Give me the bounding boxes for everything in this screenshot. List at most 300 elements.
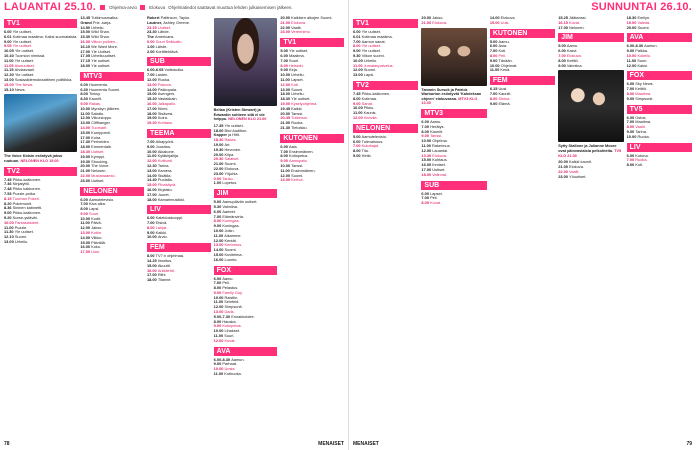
program-line: 0.00 Suuri Seikkailu. (146, 38, 183, 44)
program-line: 13.00 Kertomus. (213, 242, 243, 248)
program-line: 18.00 Bird Audition. (213, 127, 248, 133)
program-line: 17.00 Juuret. (146, 191, 170, 197)
program-line: 10.40 Tuomion nimissä. (4, 52, 46, 58)
program-line: 10.00 Lihakset. (213, 328, 241, 334)
channel-header: FEM (490, 76, 555, 85)
right-col-5 (627, 16, 692, 438)
program-line: 14.40 Puolalla. (146, 177, 173, 183)
program-line: 21.00 Ruoka. (280, 120, 304, 126)
program-line: 11.30 Yle uutiset. (4, 229, 34, 235)
program-line: 14.00 Elokuva. (489, 15, 516, 20)
program-line: 9.00 Elämä. (489, 100, 511, 106)
program-line: 9.00 Yle uutiset. (4, 38, 32, 44)
channel-header: TV1 (353, 19, 418, 28)
left-footer (4, 440, 344, 448)
program-line: 10.05 Yle uutiset. (4, 48, 35, 54)
program-line: 19.00 Kymppi. (80, 153, 106, 159)
program-line: 8.36 Sininen kabinetti. (4, 205, 43, 211)
program-line: 7.00 Kauniit. (489, 90, 512, 96)
program-line: 6.00 Sky News. (626, 81, 654, 87)
right-col-4 (558, 16, 623, 438)
program-line: 13.00 Urheilu. (4, 238, 29, 244)
program-line: 13.45 Tutkimusmatka. (80, 15, 119, 20)
channel-header: AVA (627, 33, 692, 42)
program-line: 9.00 Kotiopetus. (213, 323, 242, 329)
program-line: 8.00 Helsinki. (280, 62, 304, 68)
program-line: 18.00 Valinnat. (421, 171, 448, 177)
program-line: 10.00 Tanssi. (280, 162, 304, 168)
program-line: 22.00 Elokuva. (213, 165, 240, 171)
program-line: 12.00 Suomi. (280, 172, 304, 178)
program-line: 6.00 Kaleidoskooppi. (146, 215, 184, 221)
program-line: Kapper ja Hitit. (213, 132, 241, 138)
channel-header: LIV (147, 205, 211, 214)
program-line: 18.30 Emilyn. (626, 15, 651, 20)
program-line: 5.30 Valmiina. (213, 203, 239, 209)
program-line: 8.30 Kauniit. (80, 96, 102, 102)
program-line: 12.00 Kotitunti. (146, 158, 173, 164)
program-line: 15.00 Kohtaus. (421, 157, 448, 163)
legend-note: Ohjelmatiedot saattavat muuttua lehden julkaisemisen jälkeen. (168, 4, 293, 10)
program-line: 12.30 Yle uutiset. (4, 72, 35, 78)
left-legend (100, 5, 293, 10)
program-line: 5.00-7.30 Ennakkoidee. (213, 313, 255, 319)
program-line: 19.00 Valinta. (626, 19, 651, 25)
program-line: 11.00 Puzzle. (4, 224, 28, 230)
channel-header: KUTONEN (490, 29, 555, 38)
program-line: Lautner, Ashley Greene. (146, 19, 191, 25)
program-line: 6.00 Kotona. (626, 152, 649, 158)
program-line: 21.00 Elokuva. (421, 19, 448, 25)
program-line: 9.00 Family Guy. (213, 289, 243, 295)
program-line: 10.00 Uusia. (213, 366, 236, 372)
left-date: LAUANTAI 25.10. (4, 1, 97, 13)
program-line: 6.00 Ostos. (626, 114, 647, 120)
program-line: 16.00 Jalkapallo. (146, 100, 177, 106)
program-line: 10.00 Ohjelma. (421, 138, 448, 144)
channel-header: TV1 (280, 38, 344, 47)
program-line: 23.30 Lähde. (146, 29, 170, 35)
program-line: 16.10 We Want More. (80, 43, 118, 49)
program-line: 23.00 Uutiset. (80, 177, 105, 183)
program-line: 19.30 Kohtaus. (146, 120, 174, 126)
program-line: 22.00 Vaalit. (280, 24, 302, 30)
program-line: 16.00 Luonto. (213, 256, 238, 262)
program-line: 10.00 Myrskyn jälkeen. (80, 105, 121, 111)
program-line: 17.35 Yle uutiset. (213, 122, 244, 128)
program-line: 18.00 Sisävesi. (146, 110, 174, 116)
program-line: 6.00 Huomenta. (80, 81, 109, 87)
program-line: 6.00-8.30 Aamun. (213, 356, 245, 362)
program-line: 8.00 Keittiö. (558, 57, 579, 63)
program-line: 14.25 Ilmoitus. (146, 258, 173, 264)
program-line: 6.00 Lapset. (421, 190, 443, 196)
program-line: 13.00 Dads. (213, 309, 235, 315)
right-page (348, 0, 696, 450)
program-line: 13.00 Suomi. (280, 86, 304, 92)
program-line: 17.00 Uusi. (80, 249, 101, 255)
program-line: 7.00 Kiva aika. (80, 201, 106, 207)
program-line: 12.10 Suomi. (4, 234, 27, 240)
right-columns (353, 16, 692, 438)
program-line: 11.00 Lapset. (280, 76, 304, 82)
program-line: 11.00 Aikamme. (213, 232, 242, 238)
program-line: 9.00 Sanat. (353, 100, 373, 106)
program-line: 11.00 Kyläkirjailija. (146, 153, 179, 159)
program-line: 8.00 Koti. (626, 162, 644, 168)
program-line: 13.00 Lapsi. (353, 72, 375, 78)
program-line: 6.00 Tulevaisuus. (353, 138, 384, 144)
program-line: 12.00 Kaksi. (626, 62, 649, 68)
program-line: 10.00 Jokin. (213, 227, 235, 233)
program-line: 8.00 Kuningas. (213, 218, 240, 224)
program-line: 23.00 Yöuutiset. (558, 173, 587, 179)
program-line: 10.00 Raistlin. (213, 294, 239, 300)
program-line: 16.00 Viikon poikien... (80, 38, 119, 44)
program-line: 21.30 Tietoisku. (280, 124, 308, 130)
program-line: 17.05 Urheiluuutiset. (80, 53, 117, 59)
program-line: 14.00 Suomi. (213, 247, 237, 253)
program-line: 12.00 Viikonloppu. (80, 115, 113, 121)
channel-header: JIM (558, 33, 623, 42)
program-line: 8.00 Hauska. (213, 318, 237, 324)
program-line: 13.30 Elokuva. (421, 152, 448, 158)
program-line: 7.48 Pikku kakkonen. (4, 186, 41, 192)
channel-header: TEEMA (147, 129, 211, 138)
program-photo (214, 18, 278, 106)
left-columns (4, 16, 344, 438)
program-line: 9.00 Palkka. (626, 48, 649, 54)
program-line: 7.00 Aikapyörä. (146, 138, 175, 144)
program-line: 7.00 Peli. (213, 280, 230, 286)
program-line: 8.00 Vaalit. (626, 124, 646, 130)
program-line: 7.00 Maailma. (626, 119, 652, 125)
program-line: 15.00 Avengers. (146, 91, 176, 97)
program-line: 6.00 Yle uutiset. (353, 29, 381, 34)
program-line: 6.00 Aarteet. (213, 208, 236, 214)
program-line: 6.00 Yle uutiset. (4, 29, 32, 34)
program-line: 9.00 Hetki. (353, 152, 372, 158)
legend-film: Elokuva (149, 4, 166, 10)
program-line: 7.45 Pikku-kakkonen. (353, 90, 391, 96)
right-date: SUNNUNTAI 26.10. (591, 1, 692, 13)
program-line: 8.00 Lahjat. (146, 224, 168, 230)
channel-header: TV5 (627, 105, 692, 114)
program-line: 16.00 Ihmiset. (421, 162, 446, 168)
program-line: 19.00 Art. (213, 141, 231, 147)
program-line: 13.00 Pakoon. (146, 81, 173, 87)
program-line: 17.00 Kiinni. (146, 105, 169, 111)
channel-header: TV1 (4, 19, 77, 28)
program-line: 0.00 Tauko. (213, 175, 234, 181)
program-line: 8.00 Kuvat. (421, 200, 442, 206)
program-line: 7.00 Elämänvirta. (213, 213, 244, 219)
program-line: 9.20 Norse-ystävät. (4, 214, 38, 220)
program-line: 21.00 Nelosen. (80, 168, 107, 174)
program-line: 15.00 Pihakäyrä. (146, 182, 177, 188)
right-page-number: 79 (686, 441, 692, 447)
film-icon (140, 5, 145, 10)
program-line: 18.00 Emmerdale. (80, 144, 113, 150)
program-line: 9.00 Kaikki. (146, 229, 168, 235)
program-line: 11.00 Kaunis. (353, 110, 377, 116)
left-brand: MENAISET (318, 441, 344, 447)
program-line: 19.30 Hevonen. (213, 146, 242, 152)
program-line: 11.00 Suuri. (626, 57, 648, 63)
right-footer (353, 440, 692, 448)
program-line: 8.00 Sinkut. (489, 95, 511, 101)
program-line: 15.00 Wild Shan. (80, 29, 110, 35)
program-line: 1.00 Lähde. (146, 43, 168, 49)
program-line: 6.00 Kasvi. (558, 48, 578, 54)
program-line: 20.00 Kilpa. (213, 151, 235, 157)
program-line: 21.00 Elokuva. (280, 19, 307, 25)
program-line: 11.00 Salattu. (80, 110, 105, 116)
program-line: 11.05 Alueuutiset. (4, 62, 35, 68)
channel-header: TV2 (4, 167, 77, 176)
program-line: 19.45 Kaikki. (280, 105, 303, 111)
program-line: 15.00 Kuvitelma. (213, 251, 243, 257)
program-line: 8.00 Pelastus. (213, 285, 239, 291)
program-line: 8.00 Kotiopetus. (280, 153, 309, 159)
program-photo (558, 70, 623, 142)
program-line: 9.00 Rakas. (80, 100, 102, 106)
program-line: 7.00 Suuri. (280, 57, 300, 63)
right-col-2 (421, 16, 486, 438)
channel-header: JIM (214, 189, 278, 198)
program-line: 5.00 Aamu. (558, 43, 579, 49)
program-line: 15.00 Kumppanit. (80, 129, 111, 135)
program-line: 7.00 Aamun sanat. (353, 38, 386, 44)
program-photo (421, 28, 486, 86)
program-line: 6.00 Aamu. (213, 275, 234, 281)
program-line: 7.00 Ruoka. (626, 157, 648, 163)
program-line: 14.00 Tuomarit. (80, 124, 108, 130)
program-line: 14.00 Sisätila. (146, 172, 172, 178)
program-line: 23.00 Verenhimo. (280, 29, 311, 35)
program-line: 20.00 Jakso. (421, 15, 444, 20)
program-line: 9.00 Suuri. (80, 210, 100, 216)
program-line: 9.00 Simpsonit. (626, 95, 654, 101)
program-line: 14.00 Pakkopala. (146, 86, 178, 92)
program-line: 12.00 Suomi. (353, 67, 376, 73)
program-line: 12.00 Koti. (280, 81, 299, 87)
program-line: 11.15 Ahdasvaali. (4, 67, 35, 73)
program-line: 9.00 Jousitus. (146, 143, 171, 149)
program-line: 15.25 Jäätanssi. (558, 15, 587, 20)
program-line: 9.00 Tänään. (489, 57, 513, 63)
program-line: 7.00 Ensimmäinen. (280, 148, 314, 154)
program-line: 20.00 Kaikki kaunit. (558, 159, 592, 165)
program-line: 8.20 Pokémonit. (4, 200, 33, 206)
program-line: 6.01 Kotimaa maailma: Kaksi suomalaista. (4, 33, 78, 39)
program-line: 6.00 Aamutelevisio. (80, 196, 115, 202)
program-line: 2.00 Korttitehtävä. (146, 48, 179, 54)
photo-caption: Sytty Stallone ja Julianne Moore ovat päinvastaisia pelkohteita. TV5 KLO 21.00 (558, 144, 622, 158)
program-line: 13.00 Kotiin. (80, 230, 102, 236)
program-line: 13.00 Kerhot. (280, 177, 304, 183)
right-topbar (349, 0, 696, 14)
program-line: 10.00 Urheilu. (280, 72, 305, 78)
program-line: 5.00 Aamutelevisio. (353, 133, 387, 139)
program-line: 17.15 Yle uutiset. (80, 58, 111, 64)
program-line: 17.00 Yle Uutiset. (80, 48, 112, 54)
channel-header: AVA (214, 347, 278, 356)
channel-header: NELONEN (80, 187, 144, 196)
program-line: 15.10 News. (4, 86, 26, 92)
program-line: 20.00 The Voice. (80, 163, 110, 169)
program-line: 10.00 Kodit. (80, 215, 102, 221)
program-line: 21.00 Suomi. (213, 161, 237, 167)
program-line: 16.00 Koko. (80, 244, 102, 250)
program-line: 18.00 Urheilu. (280, 91, 305, 97)
photo-caption: Tammin Sursok ja Patrick Warburton esiintyvät 'Kahdeksan ohjeen' elokuvassa. MTV3 KLO 13.30 (421, 87, 482, 106)
program-line: 9.00 Valmiina. (558, 62, 583, 68)
program-line: 10.00 Aikakone. (146, 148, 175, 154)
program-line: 20.45 Tutkimus. (280, 115, 308, 121)
program-line: 6.30 Huomenta Suomi. (80, 86, 121, 92)
program-line: 6.00 Maailma. (280, 52, 305, 58)
program-line: 8.00 Maailma. (626, 90, 652, 96)
program-line: 16.15 Kuvat. (558, 19, 581, 25)
right-brand: MENAISET (353, 441, 379, 447)
program-line: 9.00 Kuningas. (213, 223, 240, 229)
channel-header: FOX (627, 71, 692, 80)
right-col-1 (353, 16, 418, 438)
program-line: 8.00 Lapsi. (80, 206, 100, 212)
channel-header: SUB (421, 181, 486, 190)
program-line: 7.45 Pikku-kakkonen. (4, 176, 42, 182)
program-line: 10.00 Kokeilu. (626, 52, 652, 58)
program-line: 16.00 Arkkitehti. (146, 267, 175, 273)
program-line: 11.00 Yle uutiset. (4, 57, 34, 63)
program-line: 22.00 Mustanaamio. (80, 172, 116, 178)
program-line: 14.00 Viikko. (80, 234, 103, 240)
program-line: 8.00 Kauniit. (421, 128, 444, 134)
program-line: 6.00-8.30 Aamun. (626, 43, 658, 49)
channel-header: FEM (147, 243, 211, 252)
program-line: 12.00 Kentät. (213, 237, 237, 243)
program-line: The Americans. (146, 34, 175, 40)
program-line: 15.00 The News. (4, 81, 34, 87)
program-line: 9.00 Kirja. (280, 67, 298, 73)
program-line: Grand Prix -sarja. (80, 19, 112, 25)
program-line: 15.00 Akuutti. (146, 262, 171, 268)
program-line: 16.00 Kirjaisto. (146, 186, 173, 192)
program-line: 18.30 Uutiset. (80, 148, 105, 154)
left-col-5 (280, 16, 344, 438)
program-line: 9.00 Tarina. (626, 128, 647, 134)
program-line: 7.00 Elokuva. (558, 52, 582, 58)
channel-header: TV2 (353, 81, 418, 90)
left-col-2 (80, 16, 144, 438)
program-line: 8.00 TV7:n ohjelmaa. (146, 253, 184, 259)
program-line: 12.00 Kahvila. (353, 114, 378, 120)
program-line: 15.20 Vastakkain. (146, 96, 178, 102)
program-line: 18.00 Yle uutiset. (80, 62, 111, 68)
program-photo (4, 94, 77, 152)
channel-header: MTV3 (421, 109, 486, 118)
program-line: 13.00 Cliffhanger. (80, 120, 111, 126)
program-line: 7.00 Lasten. (146, 72, 169, 78)
program-line: 6.01 Kotimaa maailma. (353, 33, 393, 39)
program-line: 5.00 Yle uutiset. (280, 48, 309, 54)
program-line: 9.00 Aamupala. (280, 158, 308, 164)
program-line: 19.00 Kyselyohjelma. (280, 100, 318, 106)
program-line: 17.00 Nelonen. (558, 24, 585, 30)
program-line: 7.46 Ninjatyttö. (4, 181, 30, 187)
program-line: 7.00 Keittiö. (626, 86, 648, 92)
program-line: 12.00 Jakso. (80, 225, 103, 231)
program-line: 21.00 Elokuva. (558, 163, 584, 169)
program-line: 12.30 Tarina. (146, 162, 170, 168)
channel-header: KUTONEN (280, 134, 344, 143)
program-line: 9.30 Viikon suomi. (353, 52, 385, 58)
right-col-3 (490, 16, 555, 438)
program-line: 9.00 Tanssi. (421, 133, 443, 139)
program-line: 8.00 Peli. (489, 52, 507, 58)
program-line: 9.00 Pikku-kakkonen. (4, 210, 42, 216)
program-line: 19.00 Koira. (146, 115, 168, 121)
channel-header: MTV3 (80, 72, 144, 81)
program-line: Robert Pattinson, Taylor. (146, 15, 191, 20)
program-line: 8.00 Yle uutiset. (353, 43, 381, 49)
program-line: 23.00 Yöjuhla. (213, 170, 239, 176)
legend-rating: Ohjelma-arvio (109, 4, 138, 10)
program-line: 17.00 Koira. (80, 134, 102, 140)
program-line: 10.00 Fantasialueet. (4, 219, 40, 225)
program-line: 11.00 Kotiruoka. (213, 371, 242, 377)
program-line: 20.00 Tanssi. (280, 110, 304, 116)
program-line: 7.00 Koti. (489, 48, 507, 54)
program-line: 6.00-6.05 Voittokulku. (146, 67, 185, 73)
program-line: 6.00 Aamu. (421, 118, 442, 124)
program-line: 7.00 Peli. (421, 195, 438, 201)
program-line: 7.53 Puzzle-poika. (4, 190, 37, 196)
program-line: 9.00 Yle uutiset. (353, 48, 381, 54)
program-line: 6.00 Asia. (489, 43, 508, 49)
program-line: 10.00 Urheilu. (353, 57, 378, 63)
program-line: 10.00 Arvio. (146, 234, 168, 240)
channel-header: FOX (214, 266, 278, 275)
photo-caption: Bellan (Kristen Stewart) ja Edwardin suhteen sitä ei ole helppo. NELONEN KLO 21.00 (213, 108, 267, 122)
program-line: 17.00 Riihi. (146, 272, 167, 278)
program-line: 6.00 Asia. (280, 143, 298, 149)
program-line: 1.00 Lopetus. (213, 180, 238, 186)
left-col-4 (214, 16, 278, 438)
program-line: 7.00 Etsivä. (146, 220, 168, 226)
left-page-number: 78 (4, 441, 10, 447)
program-line: 17.00 Uutiset. (421, 166, 446, 172)
program-line: 11.00 Rakennus. (421, 142, 451, 148)
photo-caption: The Voice Kidsin esiintyvä jakso ruutuun. NELONEN KLO 19.00 (4, 154, 63, 163)
program-line: 8.00 Tinksy. (80, 91, 101, 97)
program-line: 13.00 Sosiaalidemokraattinen politiikka. (4, 76, 73, 82)
program-line: 19.30 Shocking. (80, 158, 109, 164)
program-line: 20.00 Suomi. (626, 24, 650, 30)
program-line: 10.00 Ruoka. (626, 133, 650, 139)
program-line: 8.00 Kotimaa. (353, 95, 378, 101)
program-line: 23.15 Uutiset. (146, 24, 172, 30)
program-line: 12.00 Lauantai. (421, 147, 449, 153)
program-line: 20.30 Salaiset. (213, 156, 240, 162)
program-line: 7.00 Herätys. (421, 123, 445, 129)
channel-header: NELONEN (353, 124, 418, 133)
program-line: 8.15 Tuomari Pokeri. (4, 195, 40, 201)
left-topbar (0, 0, 348, 14)
program-line: 7.00 Kuluttajat. (353, 143, 379, 149)
channel-header: SUB (147, 57, 211, 66)
